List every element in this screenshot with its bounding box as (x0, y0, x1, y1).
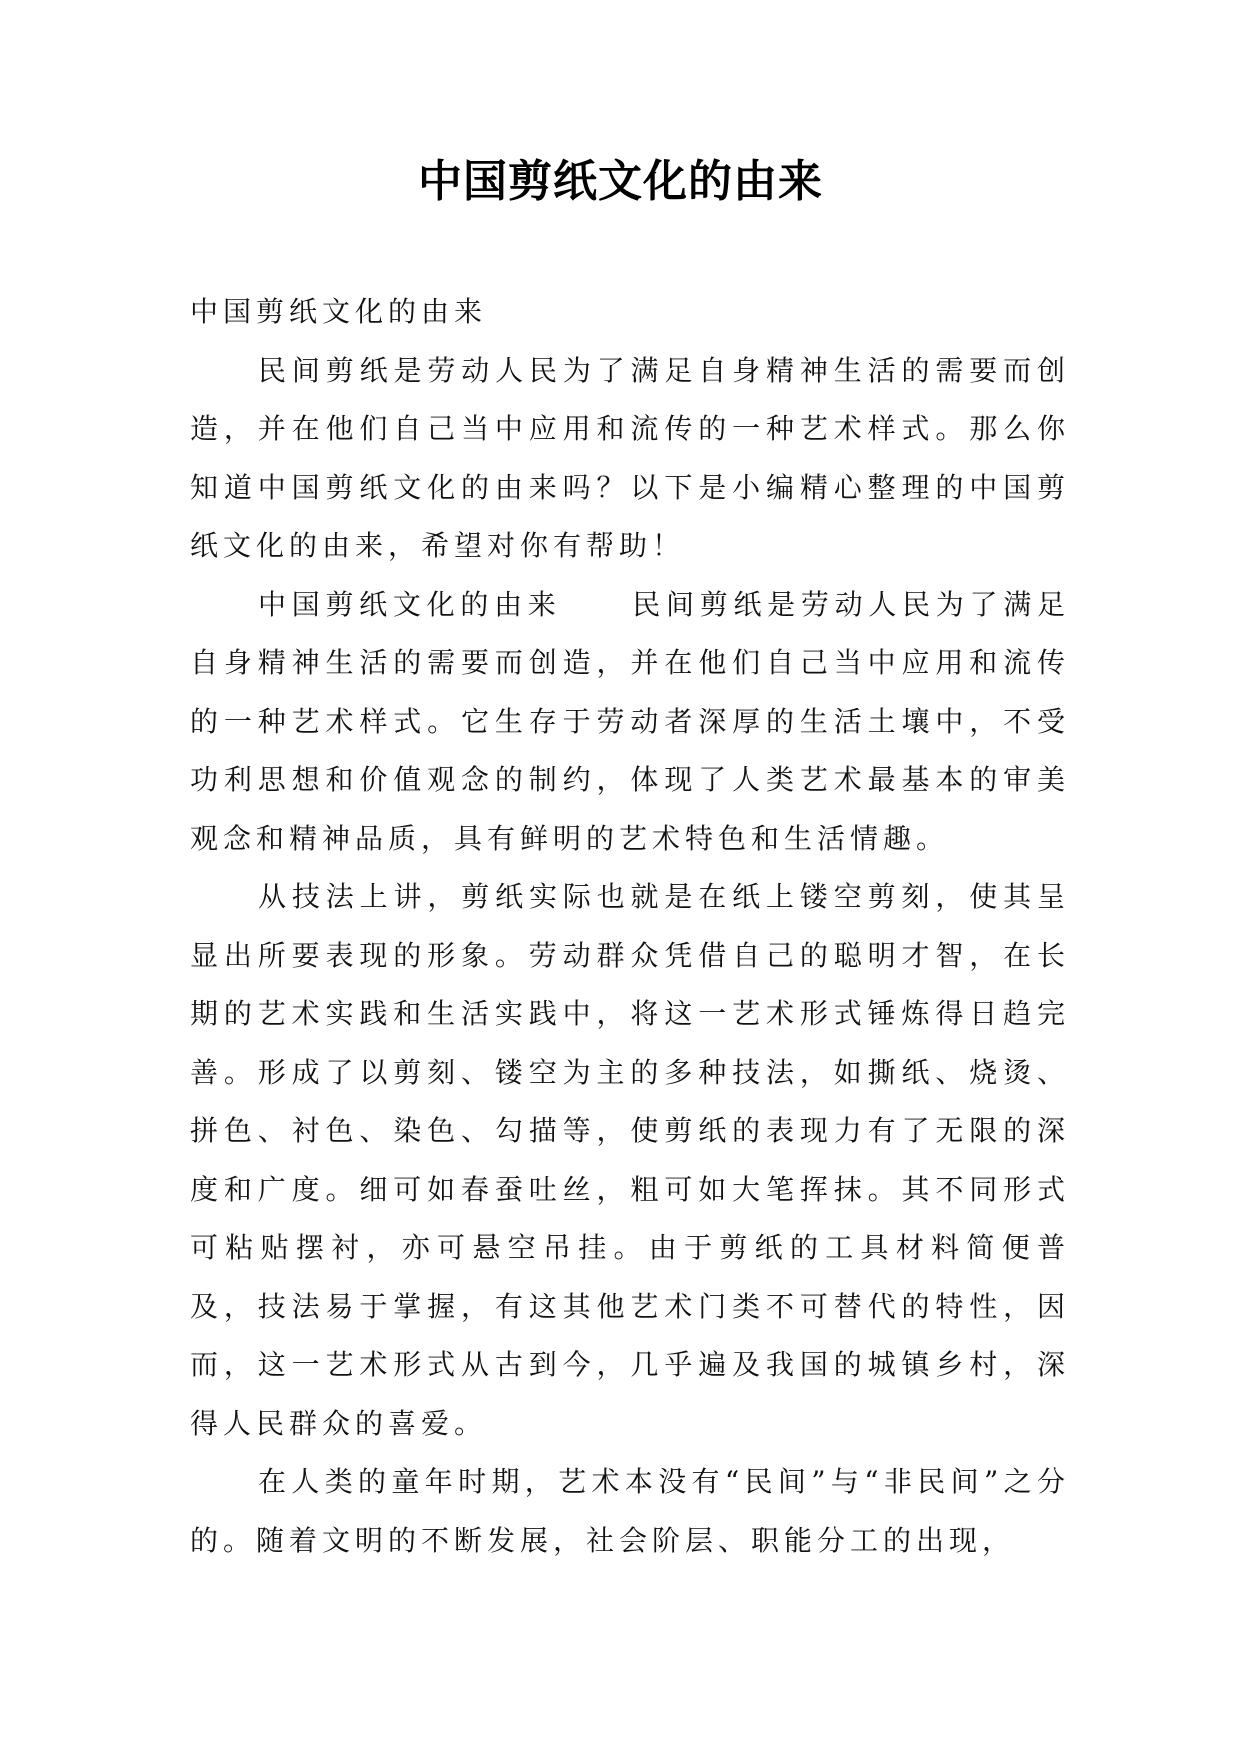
section-text: 民间剪纸是劳动人民为了满足自身精神生活的需要而创造，并在他们自己当中应用和流传的一种艺术样式。它生存于劳动者深厚的生活土壤中，不受功利思想和价值观念的制约，体现了人类艺术最基本的审美观念和精神品质，具有鲜明的艺术特色和生活情趣。 (190, 587, 1070, 855)
document-title: 中国剪纸文化的由来 (418, 156, 823, 207)
body-paragraph: 从技法上讲，剪纸实际也就是在纸上镂空剪刻，使其呈显出所要表现的形象。劳动群众凭借自己的聪明才智，在长期的艺术实践和生活实践中，将这一艺术形式锤炼得日趋完善。形成了以剪刻、镂空为主的多种技法，如撕纸、烧烫、拼色、衬色、染色、勾描等，使剪纸的表现力有了无限的深度和广度。细可如春蚕吐丝，粗可如大笔挥抹。其不同形式可粘贴摆衬，亦可悬空吊挂。由于剪纸的工具材料简便普及，技法易于掌握，有这其他艺术门类不可替代的特性，因而，这一艺术形式从古到今，几乎遍及我国的城镇乡村，深得人民群众的喜爱。 (190, 880, 1070, 1440)
subtitle-line: 中国剪纸文化的由来 (190, 295, 488, 328)
body-paragraph: 在人类的童年时期，艺术本没有“民间”与“非民间”之分的。随着文明的不断发展，社会阶层、职能分工的出现， (190, 1465, 1070, 1557)
document-body (190, 283, 1070, 1570)
intro-paragraph: 民间剪纸是劳动人民为了满足自身精神生活的需要而创造，并在他们自己当中应用和流传的一种艺术样式。那么你知道中国剪纸文化的由来吗？以下是小编精心整理的中国剪纸文化的由来，希望对你有帮助！ (190, 353, 1070, 562)
section-heading-inline: 中国剪纸文化的由来 (258, 587, 562, 621)
section-paragraph (190, 576, 1070, 869)
